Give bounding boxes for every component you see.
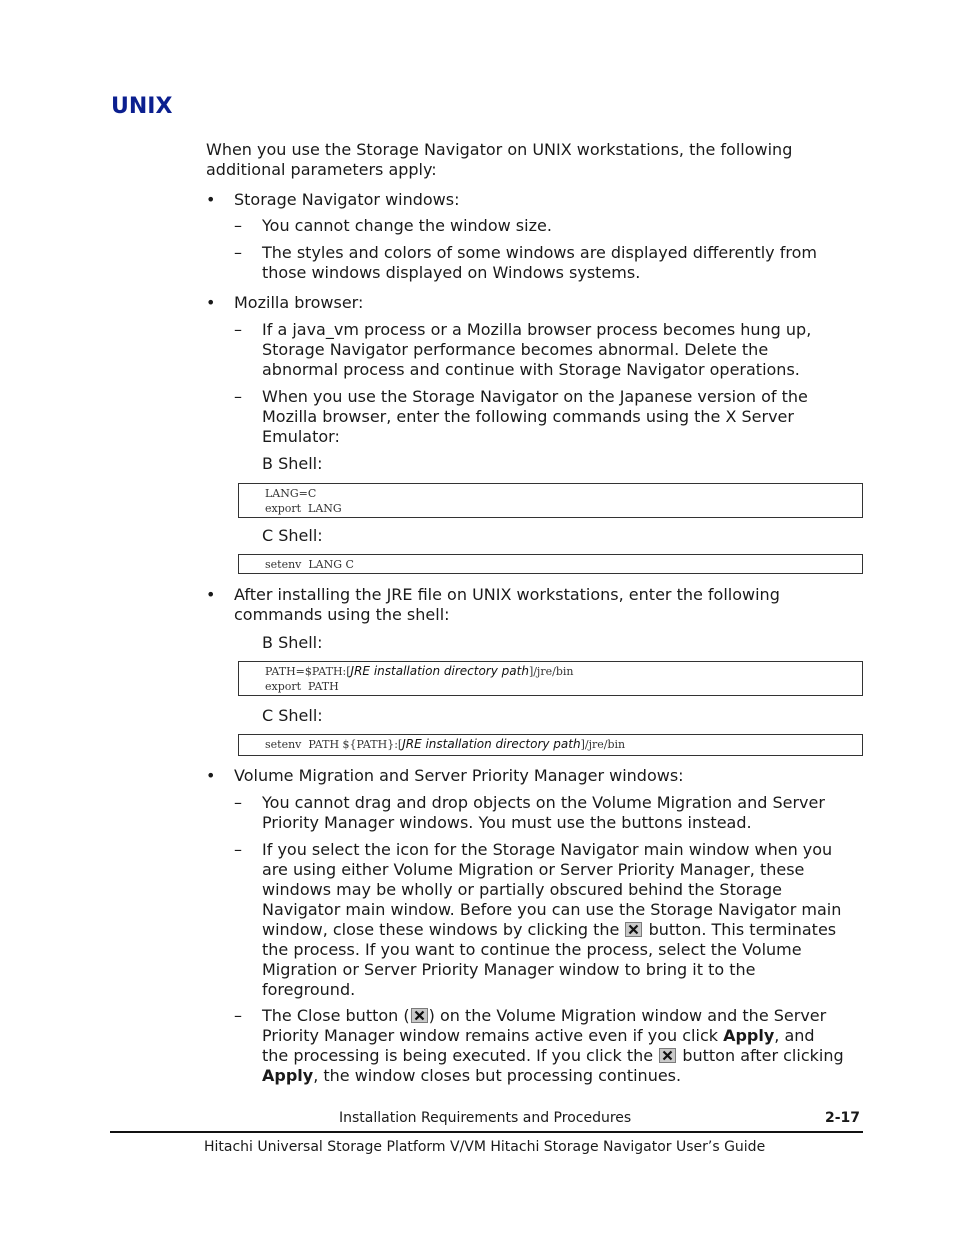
code-line: export PATH xyxy=(265,680,339,693)
sub-item-line: Emulator: xyxy=(262,427,340,446)
text-run: ) on the Volume Migration window and the Server xyxy=(428,1006,827,1025)
code-text: PATH=$PATH:[ xyxy=(265,665,351,678)
c-shell-label: C Shell: xyxy=(262,526,323,545)
text-run: window, close these windows by clicking the xyxy=(262,920,620,939)
code-line: export LANG xyxy=(265,502,342,515)
sub-item-line: The styles and colors of some windows are displayed differently from xyxy=(262,243,817,262)
code-block-c-shell-lang xyxy=(238,554,863,574)
sub-item-line xyxy=(262,1006,862,1026)
bullet-marker: • xyxy=(206,190,216,209)
sub-item-line xyxy=(262,1046,862,1066)
code-placeholder: JRE installation directory path xyxy=(402,737,581,751)
sub-item-line: If a java_vm process or a Mozilla browser process becomes hung up, xyxy=(262,320,812,339)
footer-chapter: Installation Requirements and Procedures xyxy=(339,1110,632,1126)
apply-term: Apply xyxy=(723,1026,775,1045)
intro-line: When you use the Storage Navigator on UNIX workstations, the following xyxy=(206,140,793,159)
code-placeholder: JRE installation directory path xyxy=(350,664,529,678)
sub-item-line: windows may be wholly or partially obscured behind the Storage xyxy=(262,880,783,899)
close-x-icon xyxy=(411,1008,428,1023)
code-text: ]/jre/bin xyxy=(528,665,574,678)
text-run: button after clicking xyxy=(682,1046,844,1065)
sub-item-line: Migration or Server Priority Manager window to bring it to the xyxy=(262,960,756,979)
text-run: , the window closes but processing continues. xyxy=(313,1066,682,1085)
sub-item-line: the process. If you want to continue the process, select the Volume xyxy=(262,940,802,959)
close-x-icon xyxy=(625,922,642,937)
code-block-c-shell-path xyxy=(238,734,863,756)
sub-item-line: You cannot change the window size. xyxy=(262,216,552,235)
section-heading: UNIX xyxy=(111,94,173,119)
code-block-b-shell-path xyxy=(238,661,863,696)
dash-marker: – xyxy=(234,1006,242,1025)
bullet-marker: • xyxy=(206,766,216,785)
footer-book-title: Hitachi Universal Storage Platform V/VM Hitachi Storage Navigator User’s Guide xyxy=(204,1139,766,1155)
c-shell-label: C Shell: xyxy=(262,706,323,725)
bullet-marker: • xyxy=(206,585,216,604)
text-run: The Close button ( xyxy=(262,1006,410,1025)
sub-item-line: abnormal process and continue with Storage Navigator operations. xyxy=(262,360,800,379)
dash-marker: – xyxy=(234,320,242,339)
sub-item-line: are using either Volume Migration or Server Priority Manager, these xyxy=(262,860,805,879)
code-line xyxy=(265,737,862,752)
bullet-text: Volume Migration and Server Priority Manager windows: xyxy=(234,766,684,785)
sub-item-line: Storage Navigator performance becomes abnormal. Delete the xyxy=(262,340,769,359)
bullet-line: After installing the JRE file on UNIX workstations, enter the following xyxy=(234,585,780,604)
dash-marker: – xyxy=(234,243,242,262)
bullet-text: Mozilla browser: xyxy=(234,293,364,312)
code-line: setenv LANG C xyxy=(265,558,354,571)
b-shell-label: B Shell: xyxy=(262,454,323,473)
sub-item-line: You cannot drag and drop objects on the Volume Migration and Server xyxy=(262,793,825,812)
close-x-icon xyxy=(659,1048,676,1063)
bullet-line: commands using the shell: xyxy=(234,605,450,624)
dash-marker: – xyxy=(234,387,242,406)
intro-line: additional parameters apply: xyxy=(206,160,437,179)
sub-item-line: Priority Manager windows. You must use the buttons instead. xyxy=(262,813,752,832)
dash-marker: – xyxy=(234,793,242,812)
code-line xyxy=(265,664,862,679)
code-text: setenv PATH ${PATH}:[ xyxy=(265,738,403,751)
dash-marker: – xyxy=(234,216,242,235)
text-run: the processing is being executed. If you click the xyxy=(262,1046,654,1065)
code-line: LANG=C xyxy=(265,487,317,500)
text-run: Priority Manager window remains active even if you click xyxy=(262,1026,724,1045)
page-number: 2-17 xyxy=(824,1110,860,1126)
sub-item-line xyxy=(262,1066,862,1086)
sub-item-line: Mozilla browser, enter the following commands using the X Server xyxy=(262,407,794,426)
intro-paragraph xyxy=(206,140,866,180)
sub-item-line xyxy=(262,1026,862,1046)
dash-marker: – xyxy=(234,840,242,859)
text-run: button. This terminates xyxy=(648,920,837,939)
b-shell-label: B Shell: xyxy=(262,633,323,652)
bullet-marker: • xyxy=(206,293,216,312)
sub-item-line: When you use the Storage Navigator on the Japanese version of the xyxy=(262,387,808,406)
sub-item-line xyxy=(262,920,862,940)
code-text: ]/jre/bin xyxy=(580,738,626,751)
footer-divider xyxy=(110,1131,863,1133)
sub-item-line: If you select the icon for the Storage Navigator main window when you xyxy=(262,840,833,859)
sub-item-line: foreground. xyxy=(262,980,356,999)
text-run: , and xyxy=(774,1026,815,1045)
bullet-text: Storage Navigator windows: xyxy=(234,190,460,209)
apply-term: Apply xyxy=(262,1066,314,1085)
sub-item-line: those windows displayed on Windows systems. xyxy=(262,263,641,282)
code-block-b-shell-lang xyxy=(238,483,863,518)
sub-item-line: Navigator main window. Before you can use the Storage Navigator main xyxy=(262,900,842,919)
